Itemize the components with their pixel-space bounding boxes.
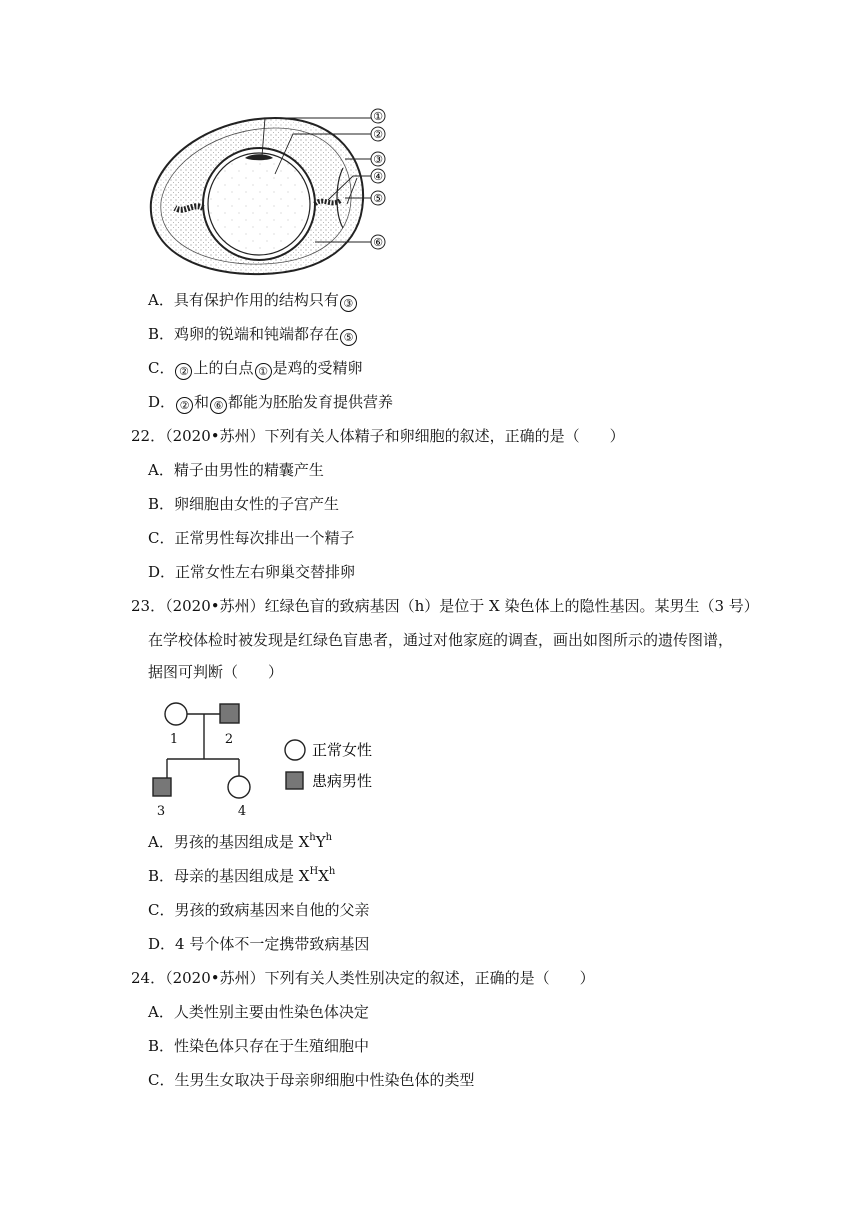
q23-stem-line-2: 在学校体检时被发现是红绿色盲患者，通过对他家庭的调查，画出如图所示的遗传图谱， [148, 631, 734, 649]
left-chalaza [175, 206, 203, 209]
q21-option-b [148, 324, 358, 346]
q24-stem: 24．（2020•苏州）下列有关人类性别决定的叙述，正确的是（ ） [131, 969, 595, 987]
individual-1-female-normal [165, 703, 187, 725]
circled-marker: ③ [340, 295, 357, 312]
superscript: h [325, 832, 333, 843]
option-prefix: D． [148, 393, 176, 411]
circled-marker: ⑥ [210, 397, 227, 414]
egg-label-6: ⑥ [373, 236, 383, 249]
q21-option-a [148, 290, 358, 312]
q23-stem-line-1: 23．（2020•苏州）红绿色盲的致病基因（h）是位于 X 染色体上的隐性基因。某男生（3 号） [131, 597, 759, 615]
q23-option-d: D．4 号个体不一定携带致病基因 [148, 935, 370, 953]
q23-option-a [148, 832, 332, 852]
q22-option-a: A．精子由男性的精囊产生 [148, 461, 324, 479]
pedigree-number-2: 2 [224, 732, 234, 747]
egg-label-5: ⑤ [373, 192, 383, 205]
option-text: 都能为胚胎发育提供营养 [228, 393, 394, 411]
legend-female-label: 正常女性 [312, 741, 373, 759]
q22-option-b: B．卵细胞由女性的子宫产生 [148, 495, 340, 513]
superscript: H [309, 866, 319, 877]
egg-label-4: ④ [373, 170, 383, 183]
pedigree-number-1: 1 [169, 732, 179, 747]
q24-option-a: A．人类性别主要由性染色体决定 [148, 1003, 369, 1021]
option-text: 是鸡的受精卵 [272, 359, 363, 377]
option-text: B．母亲的基因组成是 X [148, 867, 310, 885]
legend-female-symbol [285, 740, 305, 760]
option-text: 和 [194, 393, 210, 411]
q23-option-c: C．男孩的致病基因来自他的父亲 [148, 901, 370, 919]
circled-marker: ① [255, 363, 272, 380]
option-text: A．具有保护作用的结构只有 [148, 291, 339, 309]
pedigree-number-3: 3 [156, 804, 166, 818]
chromosome-letter: Y [315, 833, 326, 851]
option-text: A．男孩的基因组成是 X [148, 833, 310, 851]
individual-3-male-affected [153, 778, 171, 796]
q21-option-d [148, 392, 393, 414]
q22-option-c: C．正常男性每次排出一个精子 [148, 529, 355, 547]
egg-label-3: ③ [373, 153, 383, 166]
superscript: h [309, 832, 316, 843]
pedigree-number-4: 4 [237, 804, 247, 818]
q22-option-d: D．正常女性左右卵巢交替排卵 [148, 563, 356, 581]
option-text: B．鸡卵的锐端和钝端都存在 [148, 325, 340, 343]
egg-label-2: ② [373, 128, 383, 141]
chromosome-letter: X [318, 867, 329, 885]
q22-stem: 22．（2020•苏州）下列有关人体精子和卵细胞的叙述，正确的是（ ） [131, 427, 625, 445]
q23-stem-line-3: 据图可判断（ ） [148, 663, 284, 681]
q24-option-b: B．性染色体只存在于生殖细胞中 [148, 1037, 370, 1055]
pedigree-chart [150, 698, 390, 818]
option-text: 上的白点 [193, 359, 254, 377]
superscript: h [328, 866, 336, 877]
circled-marker: ② [176, 397, 193, 414]
legend-male-symbol [286, 772, 303, 789]
q24-option-c: C．生男生女取决于母亲卵细胞中性染色体的类型 [148, 1071, 475, 1089]
legend-male-label: 患病男性 [312, 772, 373, 790]
egg-label-1: ① [373, 110, 383, 123]
circled-marker: ② [175, 363, 192, 380]
egg-structure-figure [145, 104, 395, 282]
individual-4-female-normal [228, 776, 250, 798]
q23-option-b [148, 866, 335, 886]
individual-2-male-affected [220, 704, 239, 723]
circled-marker: ⑤ [340, 329, 357, 346]
q21-option-c [148, 358, 363, 380]
option-prefix: C． [148, 359, 175, 377]
